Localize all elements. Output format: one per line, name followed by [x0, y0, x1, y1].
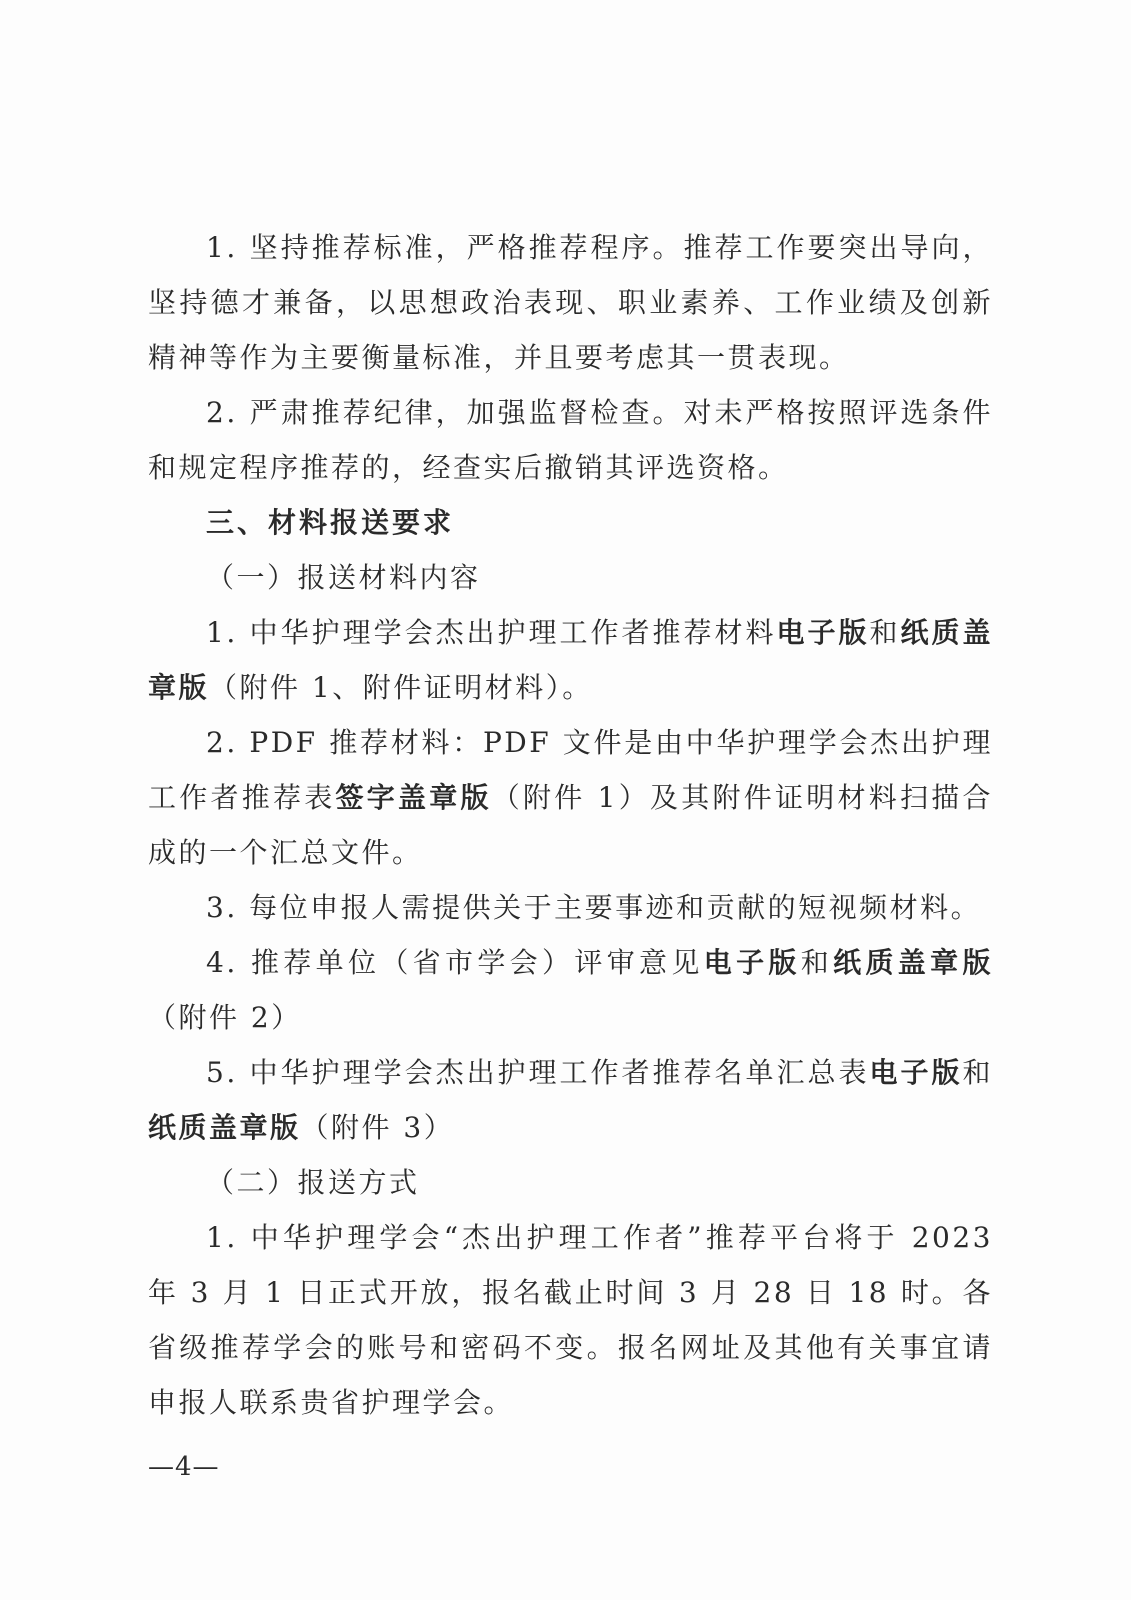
item2-bold-signed: 签字盖章版 — [335, 781, 492, 814]
item1-bold-paper: 纸质盖章版 — [148, 616, 993, 704]
document-body — [148, 220, 993, 1430]
list-item-material-3: 3. 每位申报人需提供关于主要事迹和贡献的短视频材料。 — [206, 891, 982, 924]
page-number: —4— — [148, 1452, 220, 1482]
subheading-submission-method: （二）报送方式 — [206, 1166, 420, 1199]
paragraph-recommendation-standard: 1. 坚持推荐标准，严格推荐程序。推荐工作要突出导向，坚持德才兼备，以思想政治表现、职业素养、工作业绩及创新精神等作为主要衡量标准，并且要考虑其一贯表现。 — [148, 231, 993, 374]
item1-text: 1. 中华护理学会杰出护理工作者推荐材料 — [206, 616, 777, 649]
item1-bold-electronic: 电子版 — [776, 616, 870, 649]
item4-bold-paper: 纸质盖章版 — [833, 946, 993, 979]
item4-tail: （附件 2） — [148, 1001, 302, 1034]
subheading-material-content: （一）报送材料内容 — [206, 561, 481, 594]
item5-and: 和 — [962, 1056, 993, 1089]
list-item-method-1: 1. 中华护理学会“杰出护理工作者”推荐平台将于 2023 年 3 月 1 日正式开放，报名截止时间 3 月 28 日 18 时。各省级推荐学会的账号和密码不变。报名网址及其他有关事宜请申报人联系贵省护理学会。 — [148, 1221, 993, 1419]
item2-text: 2. PDF 推荐材料：PDF 文件是由中华护理学会杰出护理工作者推荐表 — [148, 726, 993, 814]
item5-bold-paper: 纸质盖章版 — [148, 1111, 301, 1144]
list-item-material-1 — [148, 605, 993, 715]
section-heading-material-requirements: 三、材料报送要求 — [206, 506, 455, 539]
item1-and: 和 — [869, 616, 901, 649]
list-item-material-2 — [148, 715, 993, 880]
item5-bold-electronic: 电子版 — [869, 1056, 963, 1089]
item5-tail: （附件 3） — [300, 1111, 455, 1144]
list-item-material-4 — [148, 935, 993, 1045]
list-item-material-5 — [148, 1045, 993, 1155]
item4-bold-electronic: 电子版 — [703, 946, 801, 979]
item4-and: 和 — [800, 946, 834, 979]
item5-text: 5. 中华护理学会杰出护理工作者推荐名单汇总表 — [206, 1056, 870, 1089]
paragraph-recommendation-discipline: 2. 严肃推荐纪律，加强监督检查。对未严格按照评选条件和规定程序推荐的，经查实后撤销其评选资格。 — [148, 396, 993, 484]
item1-tail: （附件 1、附件证明材料）。 — [209, 671, 593, 704]
item2-tail: （附件 1）及其附件证明材料扫描合成的一个汇总文件。 — [148, 781, 993, 869]
item4-text: 4. 推荐单位（省市学会）评审意见 — [206, 946, 704, 979]
